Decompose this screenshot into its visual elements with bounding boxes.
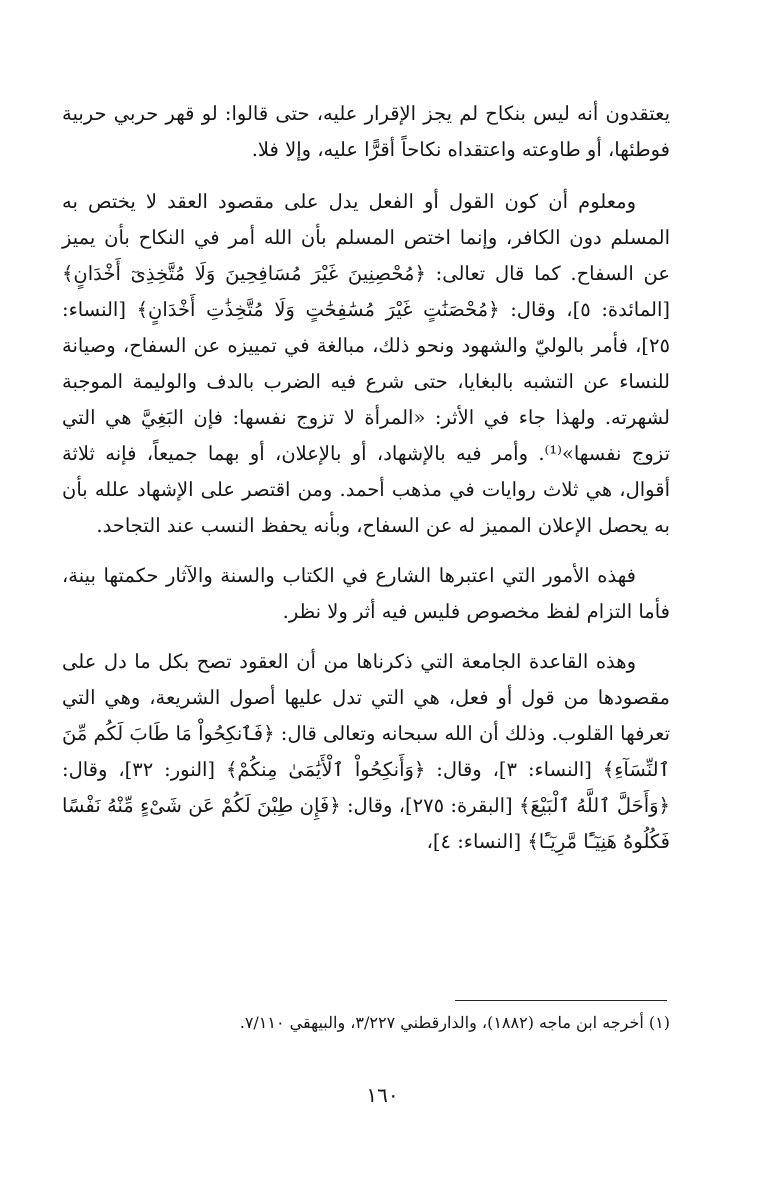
paragraph-4: وهذه القاعدة الجامعة التي ذكرناها من أن العقود تصح بكل ما دل على مقصودها من قول أو فعل، هي التي تدل عليها أصول الشريعة، وهي التي تعرفها القلوب. وذلك أن الله سبحانه وتعالى قال: ﴿فَٱنكِحُواْ مَا طَابَ لَكُم مِّنَ ٱلنِّسَآءِ﴾ [النساء: ٣]، وقال: ﴿وَأَنكِحُواْ ٱلْأَيَٰمَىٰ مِنكُمْ﴾ [النور: ٣٢]، وقال: ﴿وَأَحَلَّ ٱللَّهُ ٱلْبَيْعَ﴾ [البقرة: ٢٧٥]، وقال: ﴿فَإِن طِبْنَ لَكُمْ عَن شَىْءٍ مِّنْهُ نَفْسًا فَكُلُوهُ هَنِيٓـًٔا مَّرِيٓـًٔا﴾ [النساء: ٤]، xyxy=(62,650,670,853)
paragraph-2: ومعلوم أن كون القول أو الفعل يدل على مقصود العقد لا يختص به المسلم دون الكافر، وإنما اختص المسلم بأن الله أمر في النكاح بأن يميز عن السفاح. كما قال تعالى: ﴿مُحْصِنِينَ غَيْرَ مُسَافِحِينَ وَلَا مُتَّخِذِىٓ أَخْدَانٍ﴾ [المائدة: ٥]، وقال: ﴿مُحْصَنَٰتٍ غَيْرَ مُسَٰفِحَٰتٍ وَلَا مُتَّخِذَٰتِ أَخْدَانٍ﴾ [النساء: ٢٥]، فأمر بالوليّ والشهود ونحو ذلك، مبالغة في تمييزه عن السفاح، وصيانة للنساء عن التشبه بالبغايا، حتى شرع فيه الضرب بالدف والوليمة الموجبة لشهرته. ولهذا جاء في الأثر: «المرأة لا تزوج نفسها: فإن البَغِيَّ هي التي تزوج نفسها»⁽¹⁾. وأمر فيه بالإشهاد، أو بالإعلان، أو بهما جميعاً، فإنه ثلاثة أقوال، هي ثلاث روايات في مذهب أحمد. ومن اقتصر على الإشهاد علله بأن به يحصل الإعلان المميز له عن السفاح، وبأنه يحفظ النسب عند التجاحد. xyxy=(62,190,670,537)
footnote: (١) أخرجه ابن ماجه (١٨٨٢)، والدارقطني ٣/٢٢٧، والبيهقي ٧/١١٠. xyxy=(239,1013,670,1032)
page-number: ١٦٠ xyxy=(366,1083,399,1107)
footnote-divider xyxy=(455,1000,667,1001)
paragraph-3: فهذه الأمور التي اعتبرها الشارع في الكتاب والسنة والآثار حكمتها بينة، فأما التزام لفظ مخصوص فليس فيه أثر ولا نظر. xyxy=(62,564,670,623)
paragraph-1: يعتقدون أنه ليس بنكاح لم يجز الإقرار عليه، حتى قالوا: لو قهر حربي حربية فوطئها، أو طاوعته واعتقداه نكاحاً أقرًّا عليه، وإلا فلا. xyxy=(62,102,670,161)
main-text xyxy=(62,96,670,874)
